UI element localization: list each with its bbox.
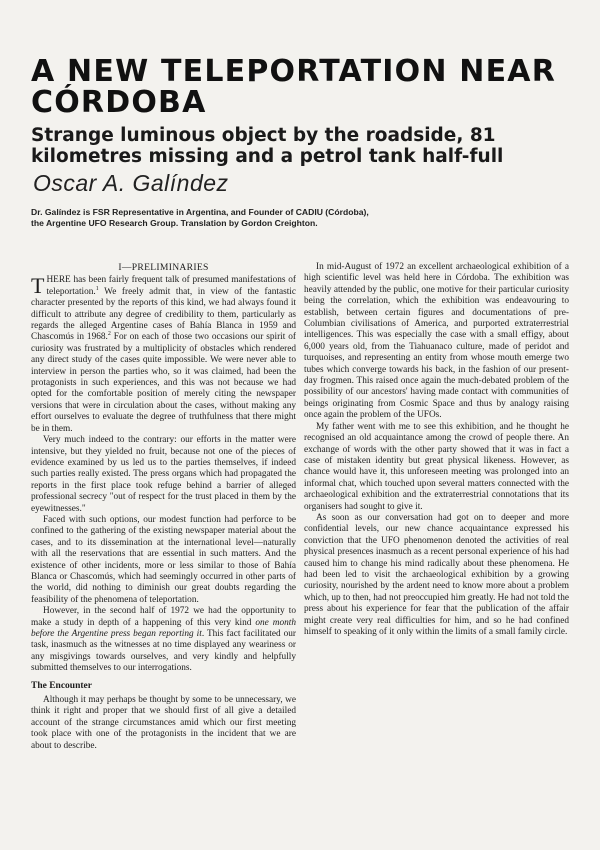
article-title: A NEW TELEPORTATION NEAR CÓRDOBA [31,54,557,120]
right-column [304,262,569,752]
paragraph-1 [31,275,296,435]
subheading-encounter: The Encounter [31,680,92,691]
paragraph-1-text-b: We freely admit that, in view of the fantastic character presented by the reports of this kind, we had always found it difficult to attribute any degree of credibility to them, particularly as regards the alleged Argentine cases of Bahía Blanca in 1959 and Chascomús in 1968. [31,286,296,343]
article-author: Oscar A. Galíndez [33,170,229,196]
paragraph-4-text-b: . This fact facilitated our task, inasmuch as the witnesses at no time displayed any weariness or any misgivings towards ourselves, and very kindly and helpfully submitted themselves to our interrogations. [31,629,296,674]
paragraph-8: As soon as our conversation had got on to deeper and more confidential levels, our new chance acquaintance expressed his conviction that the UFO phenomenon denoted the activities of real physical presences inasmuch as a recent personal experience of his had caused him to change his mind radically about these phenomena. He had been led to visit the archaeological exhibition by a growing curiosity, nourished by the ardent need to know more about a problem which, up to then, had not preoccupied him greatly. He had not told the press about his experience for fear that the publication of the affair might create very real difficulties for him, and so he had confined himself to speaking of it only within the limits of a small family circle. [304,512,569,637]
paragraph-3: Faced with such options, our modest function had perforce to be confined to the gathering of the existing newspaper material about the cases, and to its dissemination at the international level—naturally with all the reservations that are essential in such matters. And the existence of other incidents, more or less similar to those of Bahía Blanca or Chascomús, which had seemingly occurred in other parts of the world, did nothing to diminish our great doubts regarding the feasibility of the phenomena of teleportation. [31,514,296,605]
article-subtitle: Strange luminous object by the roadside, 81 kilometres missing and a petrol tank half-full [31,125,504,167]
paragraph-1-text-a: HERE has been fairly frequent talk of presumed manifestations of teleportation. [46,275,296,297]
author-byline [31,207,569,229]
drop-cap: T [31,273,45,299]
paragraph-4-text-a: However, in the second half of 1972 we had the opportunity to make a study in depth of a happening of this very kind [31,606,296,628]
paragraph-7: My father went with me to see this exhibition, and he thought he recognised an old acquaintance among the crowd of people there. An exchange of words with the other party showed that it was in fact a case of mistaken identity but great physical likeness. However, as chance would have it, this unforeseen meeting was prolonged into an informal chat, which touched upon several matters connected with the archaeological exhibition and the extraterrestrial connotations that its organisers had sought to give it. [304,421,569,512]
footnote-ref-1: 1 [95,285,99,292]
footnote-ref-2: 2 [107,331,111,338]
paragraph-4 [31,606,296,674]
paragraph-1-text-c: For on each of those two occasions our spirit of curiosity was frustrated by a multiplicity of obstacles which rendered any direct study of the cases quite impossible. We were never able to interview in person the parties who, so it was claimed, had been the protagonists in such experiences, and this was not because we had opted for the comfortable position of merely citing the newspaper versions that were in circulation about the cases, without making any effort ourselves to evaluate the degree of truthfulness that there might be in them. [31,332,296,434]
byline-line-2: the Argentine UFO Research Group. Translation by Gordon Creighton. [31,218,318,228]
article-body [31,262,569,752]
paragraph-5: Although it may perhaps be thought by some to be unnecessary, we think it right and proper that we should first of all give a detailed account of the strange circumstances amid which our first meeting took place with one of the protagonists in the incident that we are about to describe. [31,695,296,751]
section-heading: I—PRELIMINARIES [118,262,209,273]
paragraph-2: Very much indeed to the contrary: our efforts in the matter were intensive, but they yielded no fruit, because not one of the pieces of evidence examined by us led us to the parties themselves, if indeed such parties really existed. The press organs which had propagated the reports in the first place took refuge behind a barrier of alleged professional secrecy "out of respect for the trust placed in them by the eyewitnesses." [31,435,296,514]
paragraph-6: In mid-August of 1972 an excellent archaeological exhibition of a high scientific level was held here in Córdoba. The exhibition was heavily attended by the public, one motive for their particular curiosity being the correlation, which the exhibition was endeavouring to establish, between certain figures and documentations of pre-Columbian civilisations of America, and purported extraterrestrial intelligences. This was especially the case with a small effigy, about 6,000 years old, from the Tiahuanaco culture, made of peridot and turquoises, and representing an entity from whose mouth emerge two tubes which converge towards his back, in the fashion of our present-day frogmen. This raised once again the much-debated problem of the possibility of our ancestors' having made contact with communities of beings originating from Cosmic Space and thus by analogy raising once again the problem of the UFOs. [304,262,569,421]
left-column [31,262,296,752]
byline-line-1: Dr. Galíndez is FSR Representative in Argentina, and Founder of CADIU (Córdoba), [31,207,369,217]
paragraph-4-emphasis: one month before the Argentine press began reporting it [31,617,296,639]
